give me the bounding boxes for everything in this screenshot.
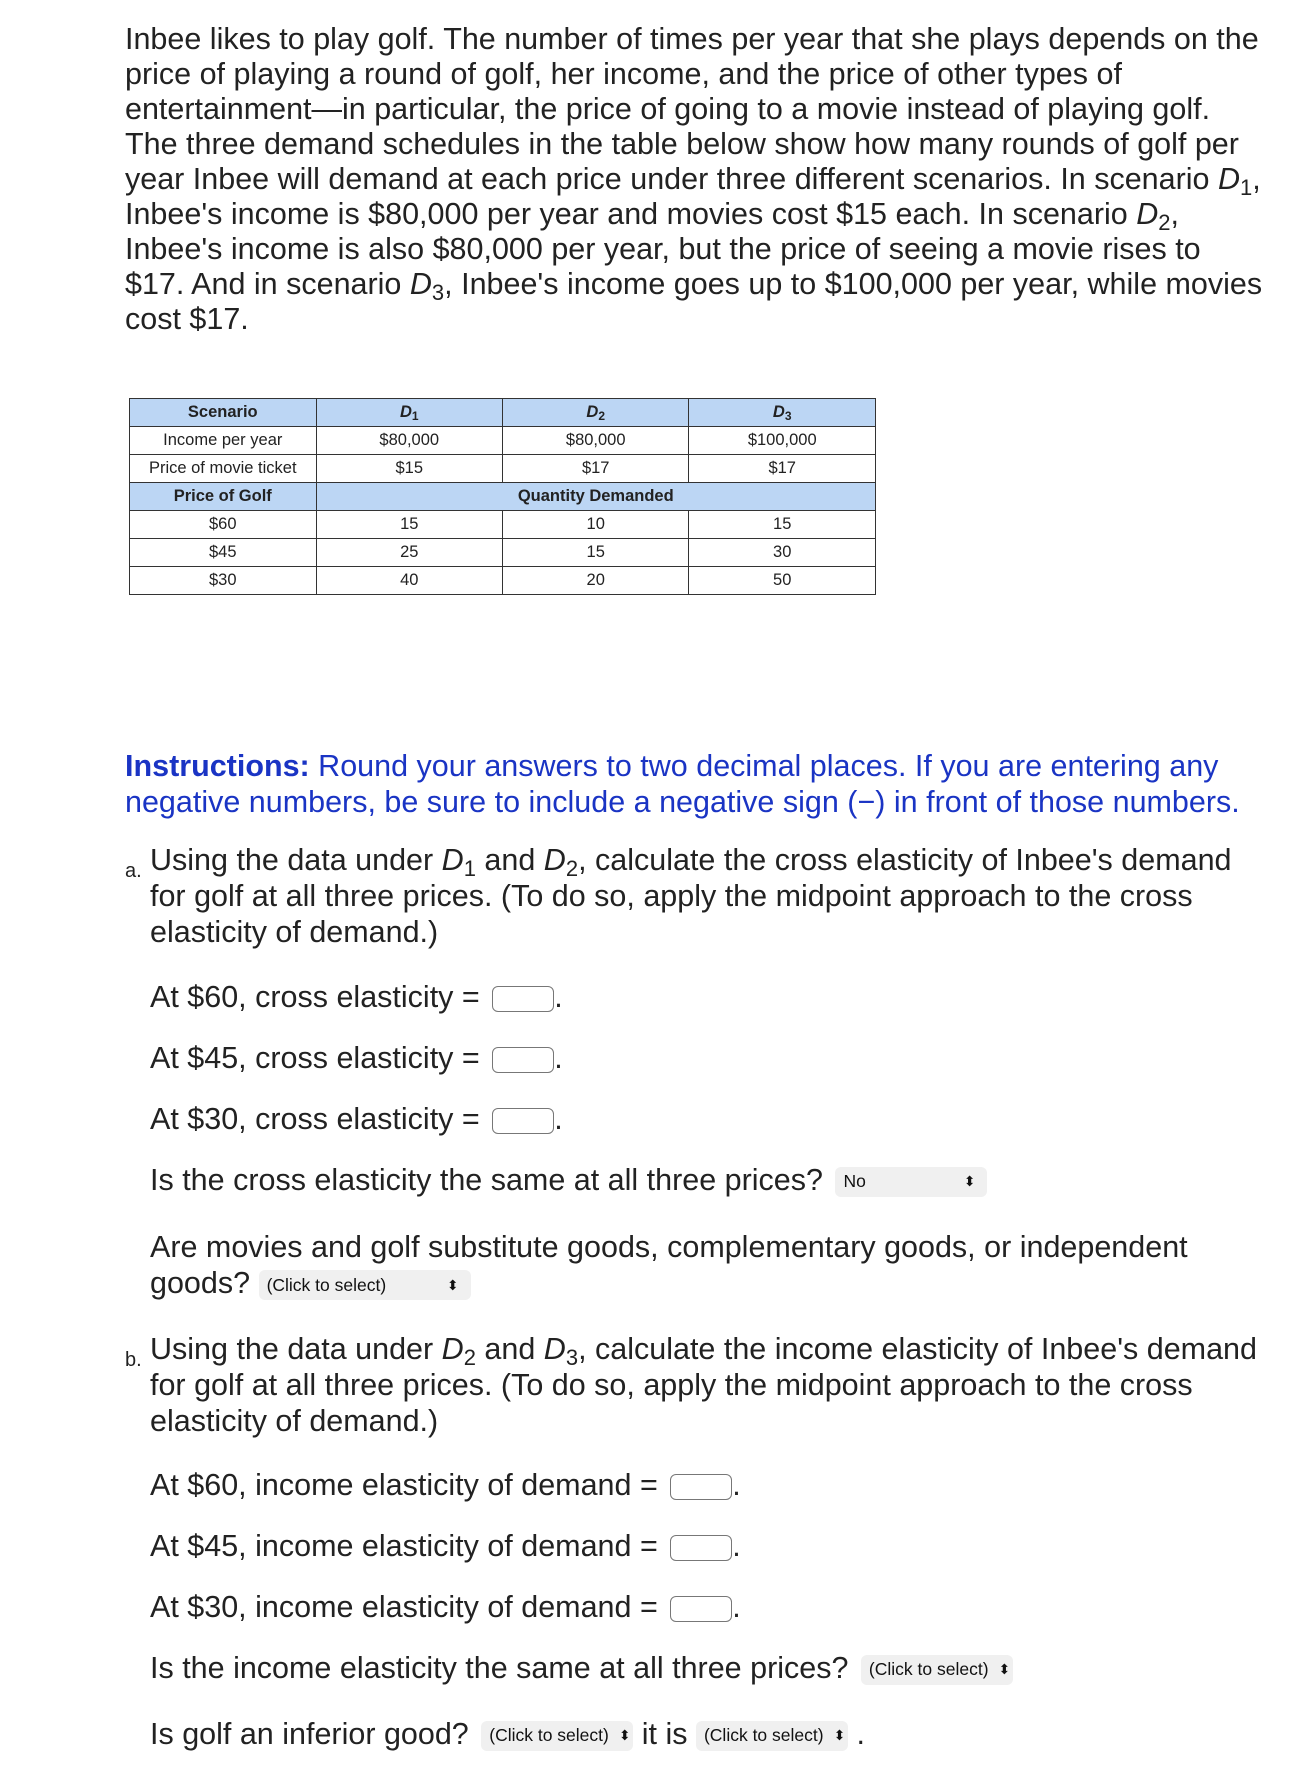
d1-letter: D: [1217, 162, 1241, 196]
cross-elasticity-45-label: At $45, cross elasticity =: [150, 1041, 480, 1075]
d3-header-letter: D: [772, 402, 785, 421]
part-b-q-and: and: [475, 1332, 544, 1366]
part-b-question: [150, 1331, 1270, 1439]
intro-text-1: Inbee likes to play golf. The number of times per year that she plays depends on the price of playing a round of golf, her income, and the price of other types of entertainment—in particular, the price of going to a movie instead of playing golf. The three demand schedules in the table below show how many rounds of golf per year Inbee will demand at each price under three different scenarios. In scenario: [125, 22, 1259, 196]
goods-select-value: (Click to select): [266, 1274, 387, 1295]
table-row: [130, 567, 876, 595]
golf-price-cell: $60: [130, 511, 317, 539]
qty-cell: 30: [689, 539, 876, 567]
d1-header-sub: 1: [411, 408, 419, 423]
movie-row: [130, 455, 876, 483]
income-same-select[interactable]: [861, 1655, 1013, 1685]
golf-price-cell: $45: [130, 539, 317, 567]
part-a-q-pre: Using the data under: [150, 843, 442, 877]
income-d1: $80,000: [316, 427, 502, 455]
qty-cell: 10: [502, 511, 688, 539]
cross-elasticity-45-input[interactable]: [492, 1047, 554, 1073]
income-elasticity-60-label: At $60, income elasticity of demand =: [150, 1468, 658, 1502]
cross-elasticity-30-label: At $30, cross elasticity =: [150, 1102, 480, 1136]
demand-schedule-table-wrap: [129, 398, 876, 595]
income-elasticity-60-input[interactable]: [670, 1474, 732, 1500]
income-same-select-value: (Click to select): [868, 1659, 989, 1680]
it-is-select-value: (Click to select): [703, 1725, 824, 1746]
qty-cell: 15: [502, 539, 688, 567]
cross-elasticity-30-line: At $30, cross elasticity = .: [150, 1102, 563, 1136]
quantity-demanded-header: Quantity Demanded: [316, 483, 875, 511]
part-a-q-post: , calculate the cross elasticity of Inbee's demand for golf at all three prices. (To do so, apply the midpoint approach to the cross elasticity of demand.): [150, 843, 1232, 949]
d2-sub: 2: [1158, 210, 1171, 235]
cross-elasticity-60-input[interactable]: [492, 986, 554, 1012]
income-row: [130, 427, 876, 455]
d3-header-sub: 3: [784, 408, 792, 423]
part-a-d1: D: [441, 843, 464, 877]
select-chevron-icon: ⬍: [618, 1727, 631, 1744]
part-a-d2-sub: 2: [565, 856, 579, 881]
goods-question-line: [150, 1229, 1270, 1301]
part-a-question: [150, 842, 1270, 950]
income-same-line: [150, 1651, 1013, 1686]
d2-header-letter: D: [586, 402, 599, 421]
golf-price-cell: $30: [130, 567, 317, 595]
d2-letter: D: [1136, 197, 1159, 231]
part-b-d3: D: [543, 1332, 566, 1366]
income-elasticity-45-input[interactable]: [670, 1535, 732, 1561]
income-elasticity-45-label: At $45, income elasticity of demand =: [150, 1529, 658, 1563]
movie-d3: $17: [689, 455, 876, 483]
part-a-q-and: and: [475, 843, 544, 877]
instructions-label: Instructions:: [125, 749, 310, 783]
table-row: [130, 511, 876, 539]
income-d3: $100,000: [689, 427, 876, 455]
goods-question: Are movies and golf substitute goods, complementary goods, or independent goods?: [150, 1230, 1188, 1300]
select-chevron-icon: ⬍: [998, 1661, 1011, 1678]
qty-cell: 15: [689, 511, 876, 539]
price-of-golf-header: Price of Golf: [130, 483, 317, 511]
qty-cell: 20: [502, 567, 688, 595]
inferior-select[interactable]: [481, 1721, 633, 1751]
select-chevron-icon: ⬍: [446, 1276, 459, 1293]
select-chevron-icon: ⬍: [833, 1727, 846, 1744]
it-is-label: it is: [641, 1717, 688, 1751]
income-elasticity-60-line: At $60, income elasticity of demand = .: [150, 1468, 741, 1502]
cross-elasticity-30-input[interactable]: [492, 1108, 554, 1134]
golf-header-row: [130, 483, 876, 511]
inferior-line: Is golf an inferior good? (Click to select) ⬍ it is (Click to select) ⬍ .: [150, 1717, 865, 1751]
instructions: [125, 748, 1265, 820]
income-elasticity-30-input[interactable]: [670, 1596, 732, 1622]
cross-elasticity-60-label: At $60, cross elasticity =: [150, 980, 480, 1014]
cross-same-question: Is the cross elasticity the same at all three prices?: [150, 1163, 823, 1197]
cross-same-line: [150, 1163, 987, 1198]
income-d2: $80,000: [502, 427, 688, 455]
inferior-question: Is golf an inferior good?: [150, 1717, 469, 1751]
part-a-d1-sub: 1: [463, 856, 476, 881]
instructions-text: Round your answers to two decimal places. If you are entering any negative numbers, be sure to include a negative sign (−) in front of those numbers.: [125, 749, 1240, 819]
intro-text-2: , Inbee's income is $80,000 per year and movies cost $15 each. In scenario: [125, 162, 1261, 231]
select-chevron-icon: ⬍: [963, 1173, 976, 1190]
movie-d1: $15: [316, 455, 502, 483]
d3-header: [689, 399, 876, 427]
table-header-row: [130, 399, 876, 427]
cross-same-select[interactable]: [835, 1167, 987, 1197]
intro-paragraph: [125, 22, 1265, 337]
income-elasticity-30-label: At $30, income elasticity of demand =: [150, 1590, 658, 1624]
intro-text-4: , Inbee's income goes up to $100,000 per year, while movies cost $17.: [125, 267, 1263, 336]
demand-schedule-table: [129, 398, 876, 595]
income-elasticity-45-line: At $45, income elasticity of demand = .: [150, 1529, 741, 1563]
d3-letter: D: [409, 267, 432, 301]
table-row: [130, 539, 876, 567]
part-a-marker: a.: [125, 860, 142, 882]
inferior-select-value: (Click to select): [489, 1725, 609, 1746]
d1-header: [316, 399, 502, 427]
cross-elasticity-45-line: At $45, cross elasticity = .: [150, 1041, 563, 1075]
qty-cell: 40: [316, 567, 502, 595]
qty-cell: 15: [316, 511, 502, 539]
d2-header-sub: 2: [598, 408, 606, 423]
part-a-d2: D: [543, 843, 566, 877]
part-b-d3-sub: 3: [565, 1345, 579, 1370]
part-b-q-post: , calculate the income elasticity of Inbee's demand for golf at all three prices. (To do so, apply the midpoint approach to the cross elasticity of demand.): [150, 1332, 1257, 1438]
intro-text-3: , Inbee's income is also $80,000 per year, but the price of seeing a movie rises to $17. And in scenario: [125, 197, 1201, 301]
movie-label: Price of movie ticket: [130, 455, 317, 483]
income-label: Income per year: [130, 427, 317, 455]
d1-sub: 1: [1240, 175, 1253, 200]
d1-header-letter: D: [399, 402, 412, 421]
part-b-d2-sub: 2: [463, 1345, 476, 1370]
part-b-marker: b.: [125, 1349, 142, 1371]
income-elasticity-30-line: At $30, income elasticity of demand = .: [150, 1590, 741, 1624]
d3-sub: 3: [431, 280, 445, 305]
scenario-header: Scenario: [130, 399, 317, 427]
d2-header: [502, 399, 688, 427]
movie-d2: $17: [502, 455, 688, 483]
part-b-d2: D: [441, 1332, 464, 1366]
income-same-question: Is the income elasticity the same at all three prices?: [150, 1651, 849, 1685]
goods-select[interactable]: [259, 1270, 471, 1300]
qty-cell: 25: [316, 539, 502, 567]
qty-cell: 50: [689, 567, 876, 595]
it-is-select[interactable]: [696, 1721, 848, 1751]
cross-same-select-value: No: [843, 1171, 866, 1192]
part-b-q-pre: Using the data under: [150, 1332, 442, 1366]
cross-elasticity-60-line: At $60, cross elasticity = .: [150, 980, 563, 1014]
